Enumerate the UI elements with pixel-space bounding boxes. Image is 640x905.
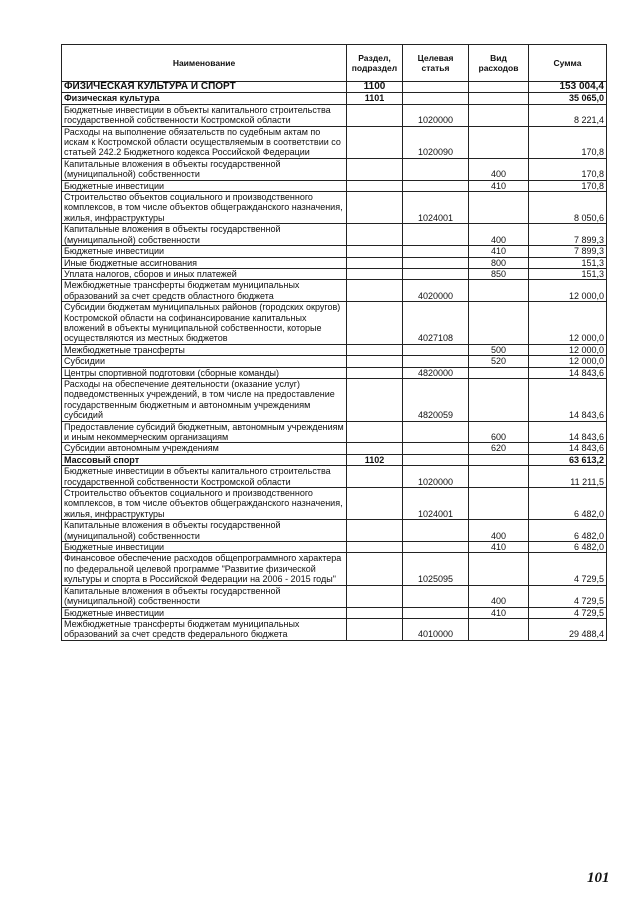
table-row xyxy=(62,443,607,454)
header-sum: Сумма xyxy=(529,45,607,82)
cell-type xyxy=(469,378,529,421)
cell-target xyxy=(403,257,469,268)
cell-section xyxy=(347,378,403,421)
cell-section xyxy=(347,224,403,246)
table-row xyxy=(62,93,607,104)
cell-target xyxy=(403,224,469,246)
cell-section xyxy=(347,421,403,443)
cell-type: 410 xyxy=(469,180,529,191)
cell-sum: 4 729,5 xyxy=(529,585,607,607)
cell-section xyxy=(347,356,403,367)
header-type: Вид расходов xyxy=(469,45,529,82)
cell-name: Бюджетные инвестиции xyxy=(62,246,347,257)
cell-name: Бюджетные инвестиции в объекты капитального строительства государственной собственности Костромской области xyxy=(62,466,347,488)
cell-type xyxy=(469,466,529,488)
cell-section: 1102 xyxy=(347,454,403,465)
cell-target xyxy=(403,93,469,104)
table-row xyxy=(62,553,607,585)
cell-type: 500 xyxy=(469,344,529,355)
table-row xyxy=(62,82,607,93)
cell-type xyxy=(469,454,529,465)
table-row xyxy=(62,618,607,640)
cell-name: Субсидии бюджетам муниципальных районов (городских округов) Костромской области на софинансирование капитальных вложений в объекты муниципальной собственности, которые осуществляются из местных бюджетов xyxy=(62,302,347,345)
cell-name: Массовый спорт xyxy=(62,454,347,465)
budget-table xyxy=(61,44,607,641)
cell-type: 410 xyxy=(469,607,529,618)
cell-type xyxy=(469,302,529,345)
cell-name: Бюджетные инвестиции в объекты капитального строительства государственной собственности Костромской области xyxy=(62,104,347,126)
cell-sum: 170,8 xyxy=(529,158,607,180)
cell-sum: 29 488,4 xyxy=(529,618,607,640)
cell-target xyxy=(403,268,469,279)
cell-sum: 14 843,6 xyxy=(529,378,607,421)
table-row xyxy=(62,542,607,553)
cell-section xyxy=(347,192,403,224)
table-row xyxy=(62,180,607,191)
cell-name: Капитальные вложения в объекты государственной (муниципальной) собственности xyxy=(62,520,347,542)
table-row xyxy=(62,344,607,355)
header-section: Раздел, подраздел xyxy=(347,45,403,82)
table-header-row xyxy=(62,45,607,82)
cell-type: 520 xyxy=(469,356,529,367)
cell-name: Капитальные вложения в объекты государственной (муниципальной) собственности xyxy=(62,585,347,607)
cell-sum: 4 729,5 xyxy=(529,607,607,618)
cell-target: 4020000 xyxy=(403,280,469,302)
cell-target xyxy=(403,356,469,367)
table-row xyxy=(62,246,607,257)
cell-target xyxy=(403,246,469,257)
cell-type xyxy=(469,93,529,104)
cell-name: Расходы на обеспечение деятельности (оказание услуг) подведомственных учреждений, в том числе на предоставление государственным бюджетным и автономным учреждениям субсидий xyxy=(62,378,347,421)
header-name: Наименование xyxy=(62,45,347,82)
table-row xyxy=(62,367,607,378)
table-row xyxy=(62,454,607,465)
table-row xyxy=(62,126,607,158)
cell-sum: 12 000,0 xyxy=(529,356,607,367)
header-target: Целевая статья xyxy=(403,45,469,82)
cell-sum: 6 482,0 xyxy=(529,488,607,520)
table-row xyxy=(62,378,607,421)
table-row xyxy=(62,104,607,126)
cell-sum: 6 482,0 xyxy=(529,520,607,542)
cell-sum: 7 899,3 xyxy=(529,224,607,246)
page-number: 101 xyxy=(587,870,610,886)
cell-sum: 14 843,6 xyxy=(529,443,607,454)
cell-name: Физическая культура xyxy=(62,93,347,104)
table-row xyxy=(62,607,607,618)
cell-section xyxy=(347,180,403,191)
cell-section xyxy=(347,257,403,268)
cell-target xyxy=(403,585,469,607)
cell-target: 4820059 xyxy=(403,378,469,421)
cell-type xyxy=(469,104,529,126)
table-row xyxy=(62,224,607,246)
cell-target xyxy=(403,344,469,355)
cell-target xyxy=(403,542,469,553)
cell-name: Капитальные вложения в объекты государственной (муниципальной) собственности xyxy=(62,224,347,246)
cell-name: Бюджетные инвестиции xyxy=(62,607,347,618)
table-row xyxy=(62,585,607,607)
cell-sum: 170,8 xyxy=(529,126,607,158)
cell-sum: 151,3 xyxy=(529,268,607,279)
cell-type xyxy=(469,192,529,224)
cell-type: 400 xyxy=(469,585,529,607)
cell-sum: 153 004,4 xyxy=(529,82,607,93)
cell-sum: 14 843,6 xyxy=(529,421,607,443)
cell-section xyxy=(347,443,403,454)
cell-sum: 12 000,0 xyxy=(529,280,607,302)
cell-name: Капитальные вложения в объекты государственной (муниципальной) собственности xyxy=(62,158,347,180)
cell-type xyxy=(469,618,529,640)
table-row xyxy=(62,280,607,302)
cell-name: Межбюджетные трансферты xyxy=(62,344,347,355)
cell-type xyxy=(469,553,529,585)
cell-type: 620 xyxy=(469,443,529,454)
cell-sum: 151,3 xyxy=(529,257,607,268)
cell-section xyxy=(347,158,403,180)
table-row xyxy=(62,302,607,345)
cell-type: 850 xyxy=(469,268,529,279)
cell-sum: 63 613,2 xyxy=(529,454,607,465)
table-row xyxy=(62,268,607,279)
cell-section xyxy=(347,280,403,302)
cell-type: 410 xyxy=(469,542,529,553)
cell-section xyxy=(347,302,403,345)
cell-name: Строительство объектов социального и производственного комплексов, в том числе объектов общегражданского назначения, жилья, инфраструктуры xyxy=(62,488,347,520)
cell-target xyxy=(403,158,469,180)
cell-target xyxy=(403,607,469,618)
cell-section xyxy=(347,607,403,618)
cell-sum: 11 211,5 xyxy=(529,466,607,488)
cell-target: 4010000 xyxy=(403,618,469,640)
cell-target: 1020000 xyxy=(403,104,469,126)
cell-section xyxy=(347,520,403,542)
cell-target: 1024001 xyxy=(403,488,469,520)
cell-sum: 12 000,0 xyxy=(529,302,607,345)
cell-name: Иные бюджетные ассигнования xyxy=(62,257,347,268)
cell-name: Субсидии автономным учреждениям xyxy=(62,443,347,454)
cell-type: 400 xyxy=(469,158,529,180)
cell-sum: 35 065,0 xyxy=(529,93,607,104)
cell-target: 4820000 xyxy=(403,367,469,378)
cell-section xyxy=(347,246,403,257)
cell-section xyxy=(347,344,403,355)
cell-type: 400 xyxy=(469,224,529,246)
table-row xyxy=(62,257,607,268)
table-row xyxy=(62,520,607,542)
cell-type: 600 xyxy=(469,421,529,443)
cell-name: Бюджетные инвестиции xyxy=(62,542,347,553)
cell-target: 4027108 xyxy=(403,302,469,345)
cell-type xyxy=(469,367,529,378)
cell-section xyxy=(347,488,403,520)
cell-section xyxy=(347,104,403,126)
cell-name: ФИЗИЧЕСКАЯ КУЛЬТУРА И СПОРТ xyxy=(62,82,347,93)
table-row xyxy=(62,192,607,224)
cell-name: Межбюджетные трансферты бюджетам муниципальных образований за счет средств областного бюджета xyxy=(62,280,347,302)
cell-target xyxy=(403,443,469,454)
cell-section xyxy=(347,367,403,378)
cell-type xyxy=(469,126,529,158)
cell-target xyxy=(403,180,469,191)
cell-name: Центры спортивной подготовки (сборные команды) xyxy=(62,367,347,378)
cell-target: 1024001 xyxy=(403,192,469,224)
table-row xyxy=(62,356,607,367)
cell-section xyxy=(347,585,403,607)
cell-type: 410 xyxy=(469,246,529,257)
cell-section xyxy=(347,268,403,279)
cell-target xyxy=(403,520,469,542)
cell-target xyxy=(403,421,469,443)
cell-target: 1025095 xyxy=(403,553,469,585)
cell-type xyxy=(469,488,529,520)
cell-target xyxy=(403,82,469,93)
cell-name: Уплата налогов, сборов и иных платежей xyxy=(62,268,347,279)
table-row xyxy=(62,488,607,520)
cell-name: Предоставление субсидий бюджетным, автономным учреждениям и иным некоммерческим организациям xyxy=(62,421,347,443)
cell-sum: 6 482,0 xyxy=(529,542,607,553)
cell-sum: 4 729,5 xyxy=(529,553,607,585)
cell-name: Финансовое обеспечение расходов общепрограммного характера по федеральной целевой программе "Развитие физической культуры и спорта в Российской Федерации на 2006 - 2015 годы" xyxy=(62,553,347,585)
cell-target xyxy=(403,454,469,465)
cell-section xyxy=(347,553,403,585)
cell-type xyxy=(469,82,529,93)
cell-sum: 8 050,6 xyxy=(529,192,607,224)
cell-type: 800 xyxy=(469,257,529,268)
cell-section xyxy=(347,466,403,488)
cell-section xyxy=(347,618,403,640)
cell-target: 1020000 xyxy=(403,466,469,488)
cell-section: 1100 xyxy=(347,82,403,93)
cell-type: 400 xyxy=(469,520,529,542)
cell-sum: 8 221,4 xyxy=(529,104,607,126)
cell-sum: 12 000,0 xyxy=(529,344,607,355)
cell-sum: 170,8 xyxy=(529,180,607,191)
cell-name: Строительство объектов социального и производственного комплексов, в том числе объектов общегражданского назначения, жилья, инфраструктуры xyxy=(62,192,347,224)
cell-section xyxy=(347,126,403,158)
cell-target: 1020090 xyxy=(403,126,469,158)
table-row xyxy=(62,421,607,443)
table-row xyxy=(62,158,607,180)
cell-type xyxy=(469,280,529,302)
cell-name: Расходы на выполнение обязательств по судебным актам по искам к Костромской области осуществляемым в соответствии со статьей 242.2 Бюджетного кодекса Российской Федерации xyxy=(62,126,347,158)
cell-name: Межбюджетные трансферты бюджетам муниципальных образований за счет средств федерального бюджета xyxy=(62,618,347,640)
cell-section xyxy=(347,542,403,553)
cell-sum: 7 899,3 xyxy=(529,246,607,257)
cell-name: Бюджетные инвестиции xyxy=(62,180,347,191)
cell-section: 1101 xyxy=(347,93,403,104)
cell-sum: 14 843,6 xyxy=(529,367,607,378)
table-row xyxy=(62,466,607,488)
cell-name: Субсидии xyxy=(62,356,347,367)
